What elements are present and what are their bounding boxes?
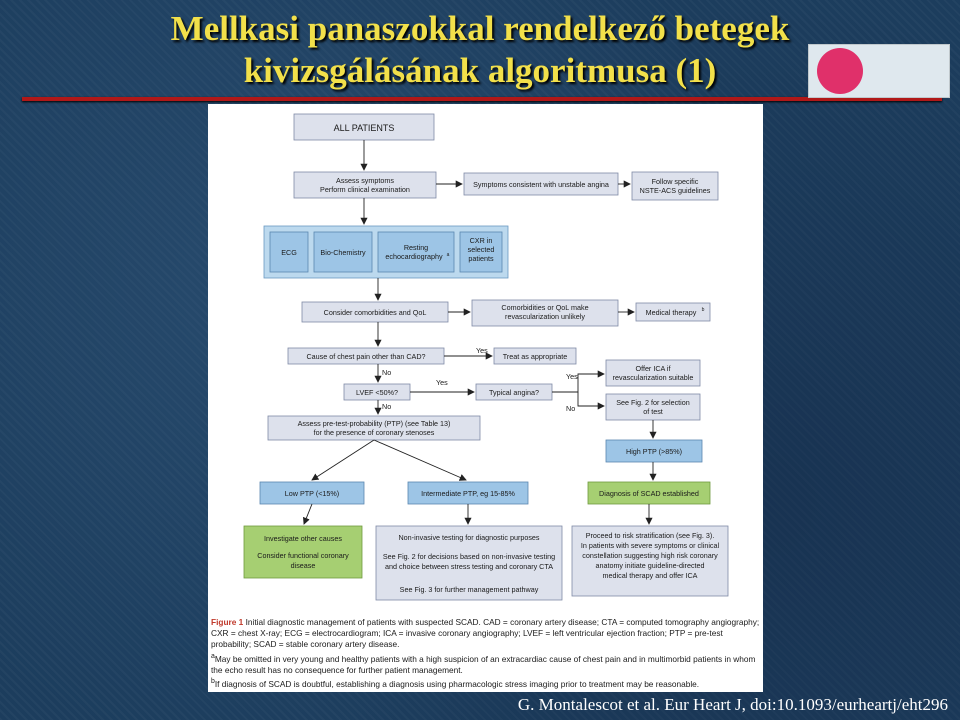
label-investigate-1: Investigate other causes [264,534,342,543]
label-yes-typical: Yes [566,372,578,381]
label-follow-1: Follow specific [651,177,699,186]
label-intermediate-ptp: Intermediate PTP, eg 15-85% [421,489,515,498]
label-cxr-2: selected [467,245,495,254]
label-all-patients: ALL PATIENTS [333,123,395,133]
label-cause: Cause of chest pain other than CAD? [306,352,426,361]
logo-heart-mark [817,48,863,94]
label-assess-1: Assess symptoms [336,176,394,185]
label-lvef: LVEF <50%? [355,388,399,397]
label-investigate-3: disease [290,561,316,570]
label-high-ptp: High PTP (>85%) [626,447,682,456]
label-typical: Typical angina? [489,388,539,397]
label-risk-1: Proceed to risk stratification (see Fig. 3). [585,531,715,540]
label-ecg: ECG [281,248,297,257]
label-echo-2: echocardiography [385,252,443,261]
label-offer-2: revascularization suitable [612,373,694,382]
label-investigate-2: Consider functional coronary [257,551,349,560]
label-cxr-1: CXR in [469,236,493,245]
label-yes-lvef: Yes [436,378,448,387]
label-seefig-1: See Fig. 2 for selection [616,398,690,407]
label-offer-1: Offer ICA if [635,364,671,373]
label-biochemistry: Bio-Chemistry [320,248,366,257]
label-comorb-make-1: Comorbidities or QoL make [501,303,589,312]
label-assess-2: Perform clinical examination [320,185,410,194]
label-follow-2: NSTE-ACS guidelines [639,186,711,195]
label-seefig-2: of test [643,407,663,416]
label-no-typical: No [566,404,576,413]
caption-note-b: If diagnosis of SCAD is doubtful, establishing a diagnosis using pharmacologic stress imaging prior to treatment may be reasonable. [214,678,700,689]
label-no-lvef: No [382,402,392,411]
figure-panel [208,104,763,692]
label-risk-5: medical therapy and offer ICA [602,571,698,580]
label-noninv-4: See Fig. 3 for further management pathway [399,585,539,594]
label-echo-sup: a [446,252,450,258]
label-medical-sup: b [701,307,705,313]
label-medical-therapy: Medical therapy [645,308,697,317]
caption-figure-label: Figure 1 [211,617,244,627]
label-comorbidities: Consider comorbidities and QoL [323,308,427,317]
caption-sup-b: b [211,677,215,685]
title-underline [22,97,942,101]
label-treat: Treat as appropriate [502,352,568,361]
label-yes-treat: Yes [476,346,488,355]
label-noninv-1: Non-invasive testing for diagnostic purposes [398,533,540,542]
citation: G. Montalescot et al. Eur Heart J, doi:10.1093/eurheartj/eht296 [517,695,948,714]
label-comorb-make-2: revascularization unlikely [505,312,585,321]
label-unstable: Symptoms consistent with unstable angina [473,180,609,189]
label-cxr-3: patients [468,254,494,263]
congress-logo [808,44,950,98]
label-noninv-2: See Fig. 2 for decisions based on non-invasive testing [382,552,556,561]
figure-caption [211,617,760,690]
caption-note-a: May be omitted in very young and healthy patients with a high suspicion of an extracardiac cause of chest pain and in multimorbid patients in whom the echo result has no consequence for further patient management. [211,653,756,675]
label-risk-4: anatomy initiate guideline-directed [595,561,705,570]
title-line-2: kivizsgálásának algoritmusa (1) [243,51,717,90]
label-assess-ptp-1: Assess pre-test-probability (PTP) (see Table 13) [297,419,451,428]
label-echo-1: Resting [403,243,429,252]
flowchart [208,104,763,614]
caption-text: Initial diagnostic management of patients with suspected SCAD. CAD = coronary artery disease; CTA = computed tomography angiography; CXR = chest X-ray; ECG = electrocardiogram; ICA = invasive coronary angiography; LVEF = left ventricular ejection fraction; PTP = pre-test probability; SCAD = stable coronary artery disease. [211,617,760,650]
label-assess-ptp-2: for the presence of coronary stenoses [313,428,435,437]
label-low-ptp: Low PTP (<15%) [284,489,340,498]
label-no-cause: No [382,368,392,377]
label-risk-3: constellation suggesting high risk coronary [582,551,718,560]
title-line-1: Mellkasi panaszokkal rendelkező betegek [170,9,790,48]
label-risk-2: In patients with severe symptoms or clinical [580,541,720,550]
label-diagnosis: Diagnosis of SCAD established [599,489,699,498]
label-noninv-3: and choice between stress testing and coronary CTA [384,562,554,571]
caption-sup-a: a [211,652,215,660]
